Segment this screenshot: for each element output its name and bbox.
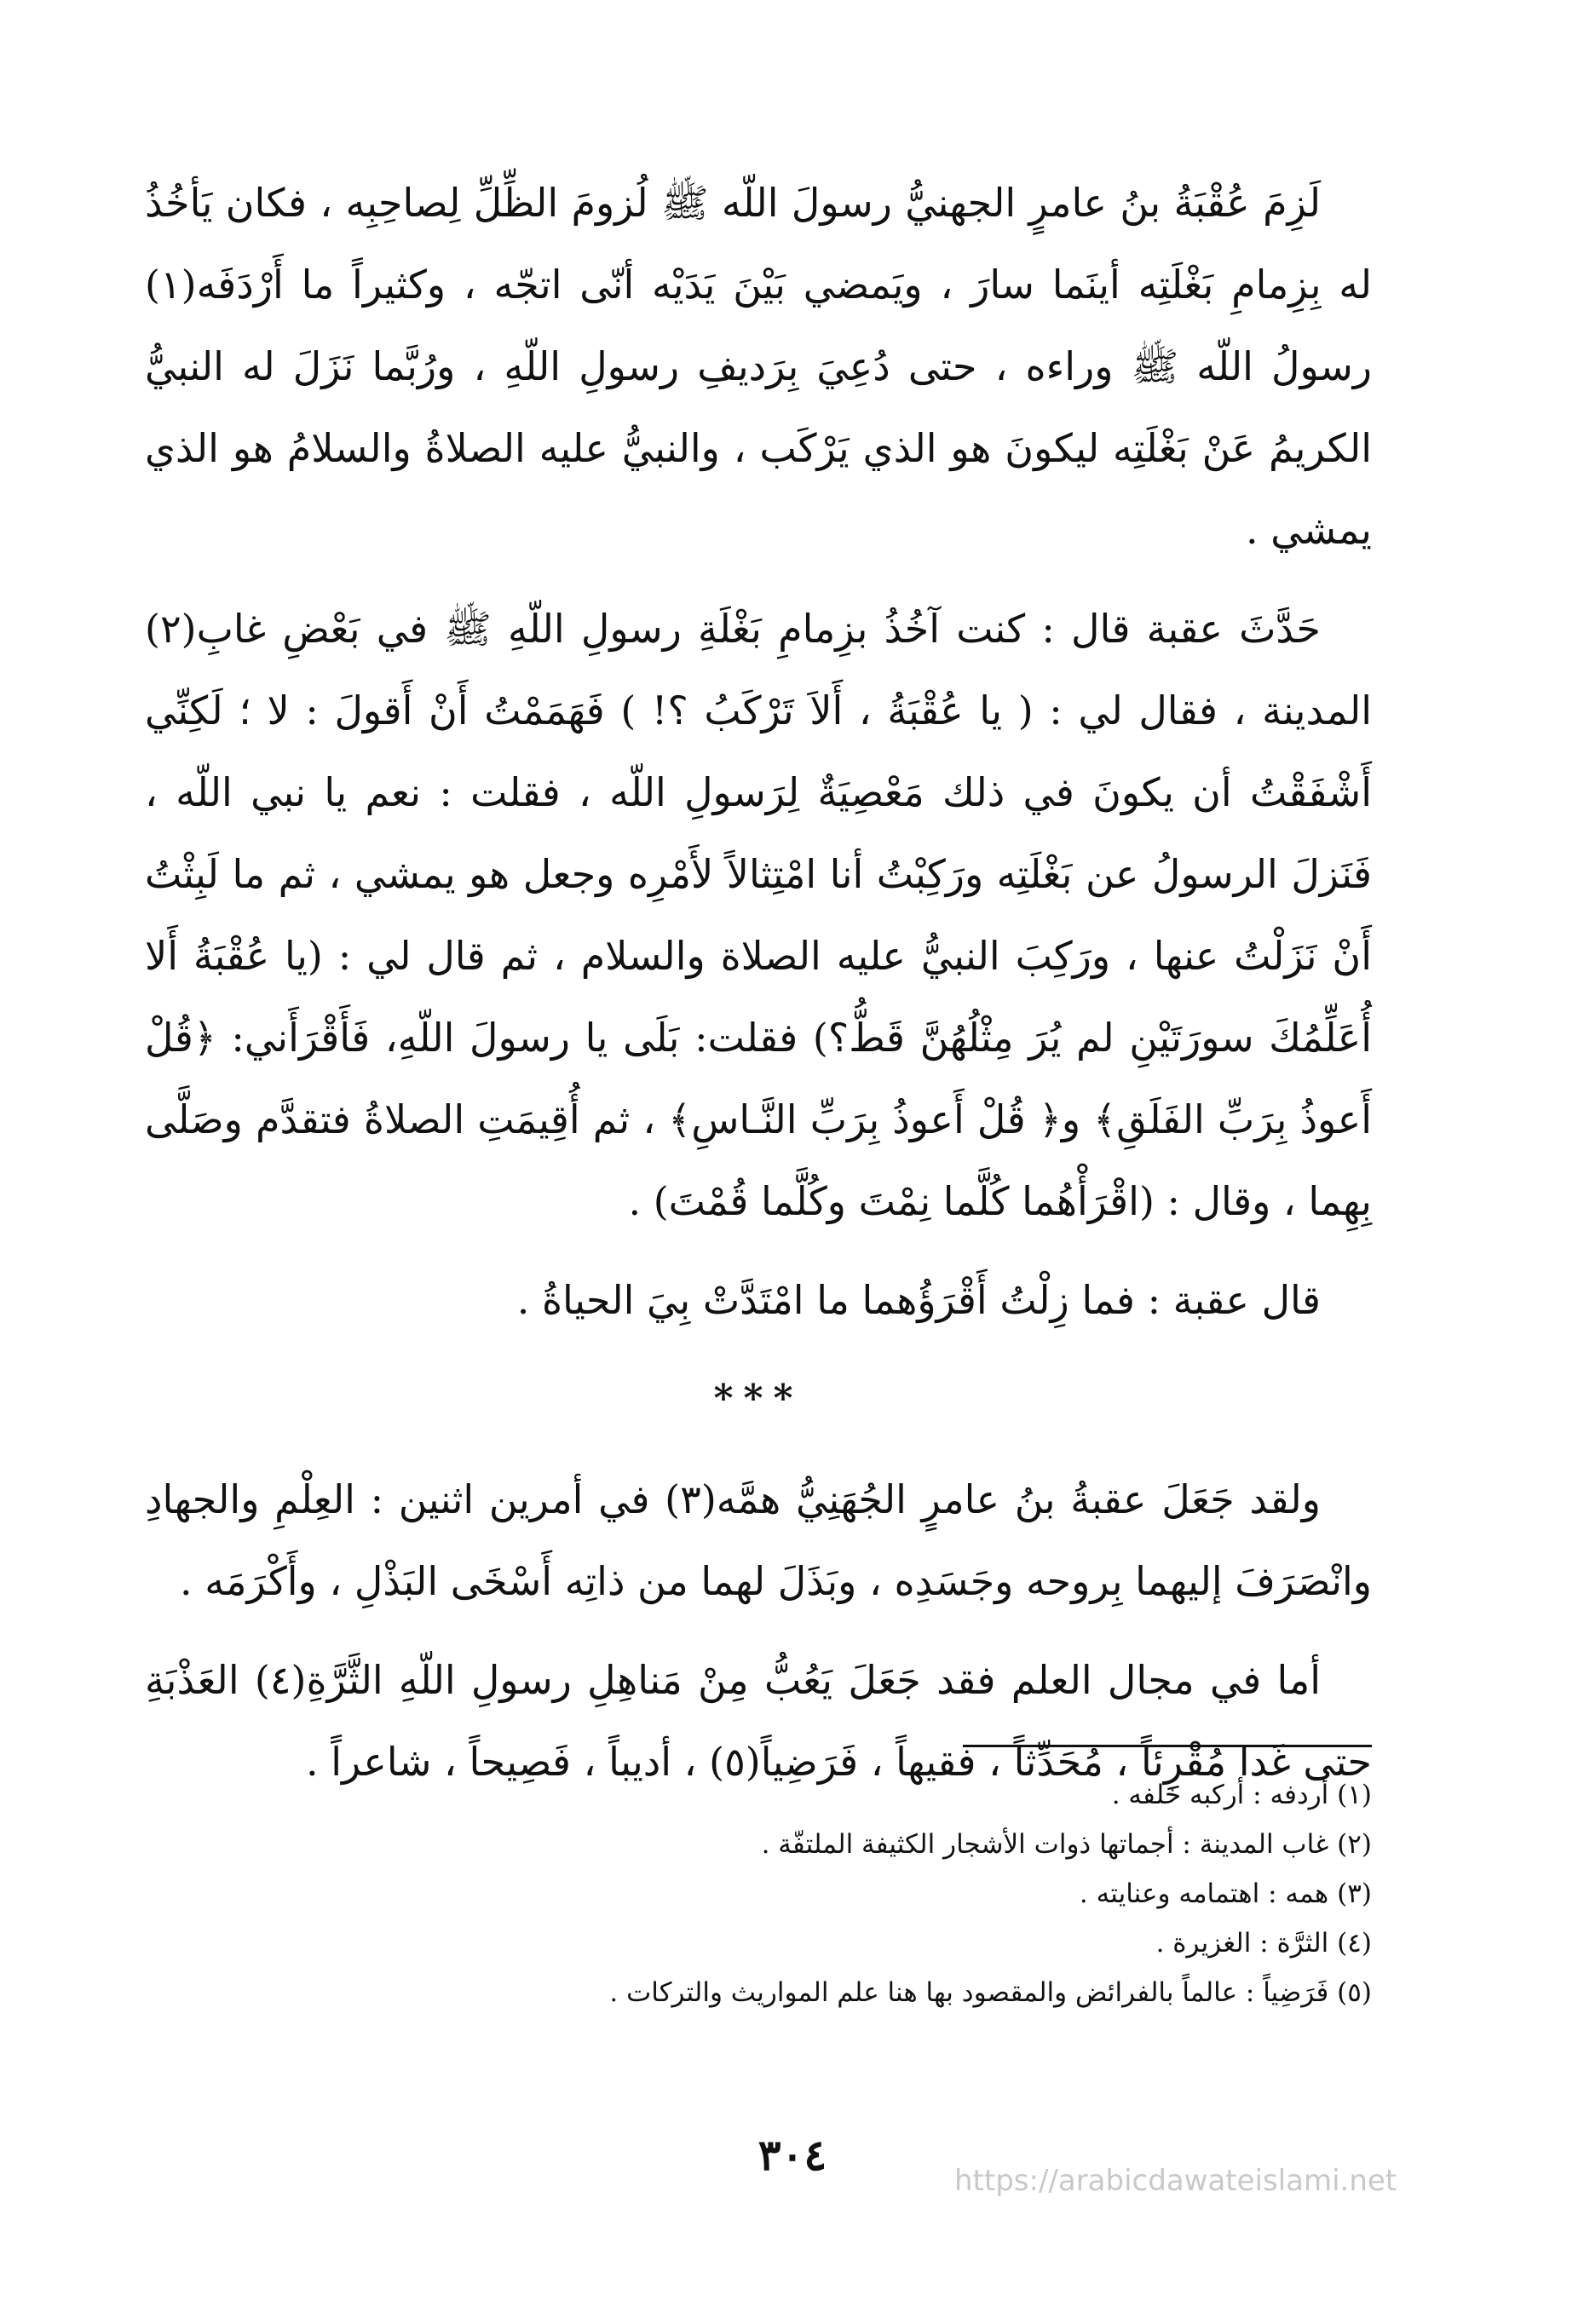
paragraph-5: أما في مجال العلم فقد جَعَلَ يَعُبُّ مِنْ مَناهِلِ رسولِ اللّهِ الثَّرَّةِ(٤) العَذْبَةِ حتى غَدا مُقْرِئاً ، مُحَدِّثاً ، فقيهاً ، فَرَضِياً(٥) ، أديباً ، فَصِيحاً ، شاعراً . [145, 1657, 1372, 1785]
footnote-3: (٣) همه : اهتمامه وعنايته . [1079, 1878, 1372, 1909]
footnote-5: (٥) فَرَضِياً : عالماً بالفرائض والمقصود بها هنا علم المواريث والتركات . [609, 1977, 1372, 2008]
footnote-4: (٤) الثرَّة : الغزيرة . [1155, 1928, 1372, 1959]
paragraph-1: لَزِمَ عُقْبَةُ بنُ عامرٍ الجهنيُّ رسولَ اللّه ﷺ لُزومَ الظِّلِّ لِصاحِبِه ، فكان يَأخُذُ له بِزِمامِ بَغْلَتِه أينَما سارَ ، ويَمضي بَيْنَ يَدَيْه أنّى اتجّه ، وكثيراً ما أَرْدَفَه(١) رسولُ اللّه ﷺ وراءه ، حتى دُعِيَ بِرَديفِ رسولِ اللّهِ ، ورُبَّما نَزَلَ له النبيُّ الكريمُ عَنْ بَغْلَتِه ليكونَ هو الذي يَرْكَب ، والنبيُّ عليه الصلاةُ والسلامُ هو الذي يمشي . [145, 180, 1372, 553]
footnote-divider [963, 1745, 1372, 1747]
paragraph-4: ولقد جَعَلَ عقبةُ بنُ عامرٍ الجُهَنِيُّ همَّه(٣) في أمرين اثنين : العِلْمِ والجهادِ وانْصَرَفَ إليهما بِروحه وجَسَدِه ، وبَذَلَ لهما من ذاتِه أَسْخَى البَذْلِ ، وأَكْرَمَه . [145, 1476, 1372, 1604]
page-number: ٣٠٤ [757, 2130, 827, 2180]
paragraph-3: قال عقبة : فما زِلْتُ أَقْرَؤُهما ما امْتَدَّتْ بِيَ الحياةُ . [516, 1277, 1321, 1323]
footnote-2: (٢) غاب المدينة : أجماتها ذوات الأشجار الكثيفة الملتفّة . [761, 1829, 1372, 1860]
main-text [145, 162, 1372, 1820]
footnotes [145, 1772, 1372, 2019]
section-separator: *** [713, 1377, 804, 1420]
watermark-url: https://arabicdawateislami.net [954, 2164, 1397, 2198]
paragraph-2: حَدَّثَ عقبة قال : كنت آخُذُ بزِمامِ بَغْلَةِ رسولِ اللّهِ ﷺ في بَعْضِ غابِ(٢) المدينة ، فقال لي : ( يا عُقْبَةُ ، أَلاَ تَرْكَبُ ؟! ) فَهَمَمْتُ أَنْ أَقولَ : لا ؛ لَكِنِّي أَشْفَقْتُ أن يكونَ في ذلك مَعْصِيَةٌ لِرَسولِ اللّه ، فقلت : نعم يا نبي اللّه ، فَنَزلَ الرسولُ عن بَغْلَتِه ورَكِبْتُ أنا امْتِثالاً لأَمْرِه وجعل هو يمشي ، ثم ما لَبِثْتُ أَنْ نَزَلْتُ عنها ، ورَكِبَ النبيُّ عليه الصلاة والسلام ، ثم قال لي : (يا عُقْبَةُ أَلا أُعَلِّمُكَ سورَتَيْنِ لم يُرَ مِثْلُهُنَّ قَطُّ؟) فقلت: بَلَى يا رسولَ اللّهِ، فَأَقْرَأَني: ﴿قُلْ أَعوذُ بِرَبِّ الفَلَقِ﴾ و﴿ قُلْ أَعوذُ بِرَبِّ النَّـاسِ﴾ ، ثم أُقِيمَتِ الصلاةُ فتقدَّم وصَلَّى بِهِما ، وقال : (اقْرَأْهُما كُلَّما نِمْتَ وكُلَّما قُمْتَ) . [145, 606, 1372, 1224]
footnote-1: (١) أردفه : أركبه خلفه . [1111, 1780, 1372, 1810]
